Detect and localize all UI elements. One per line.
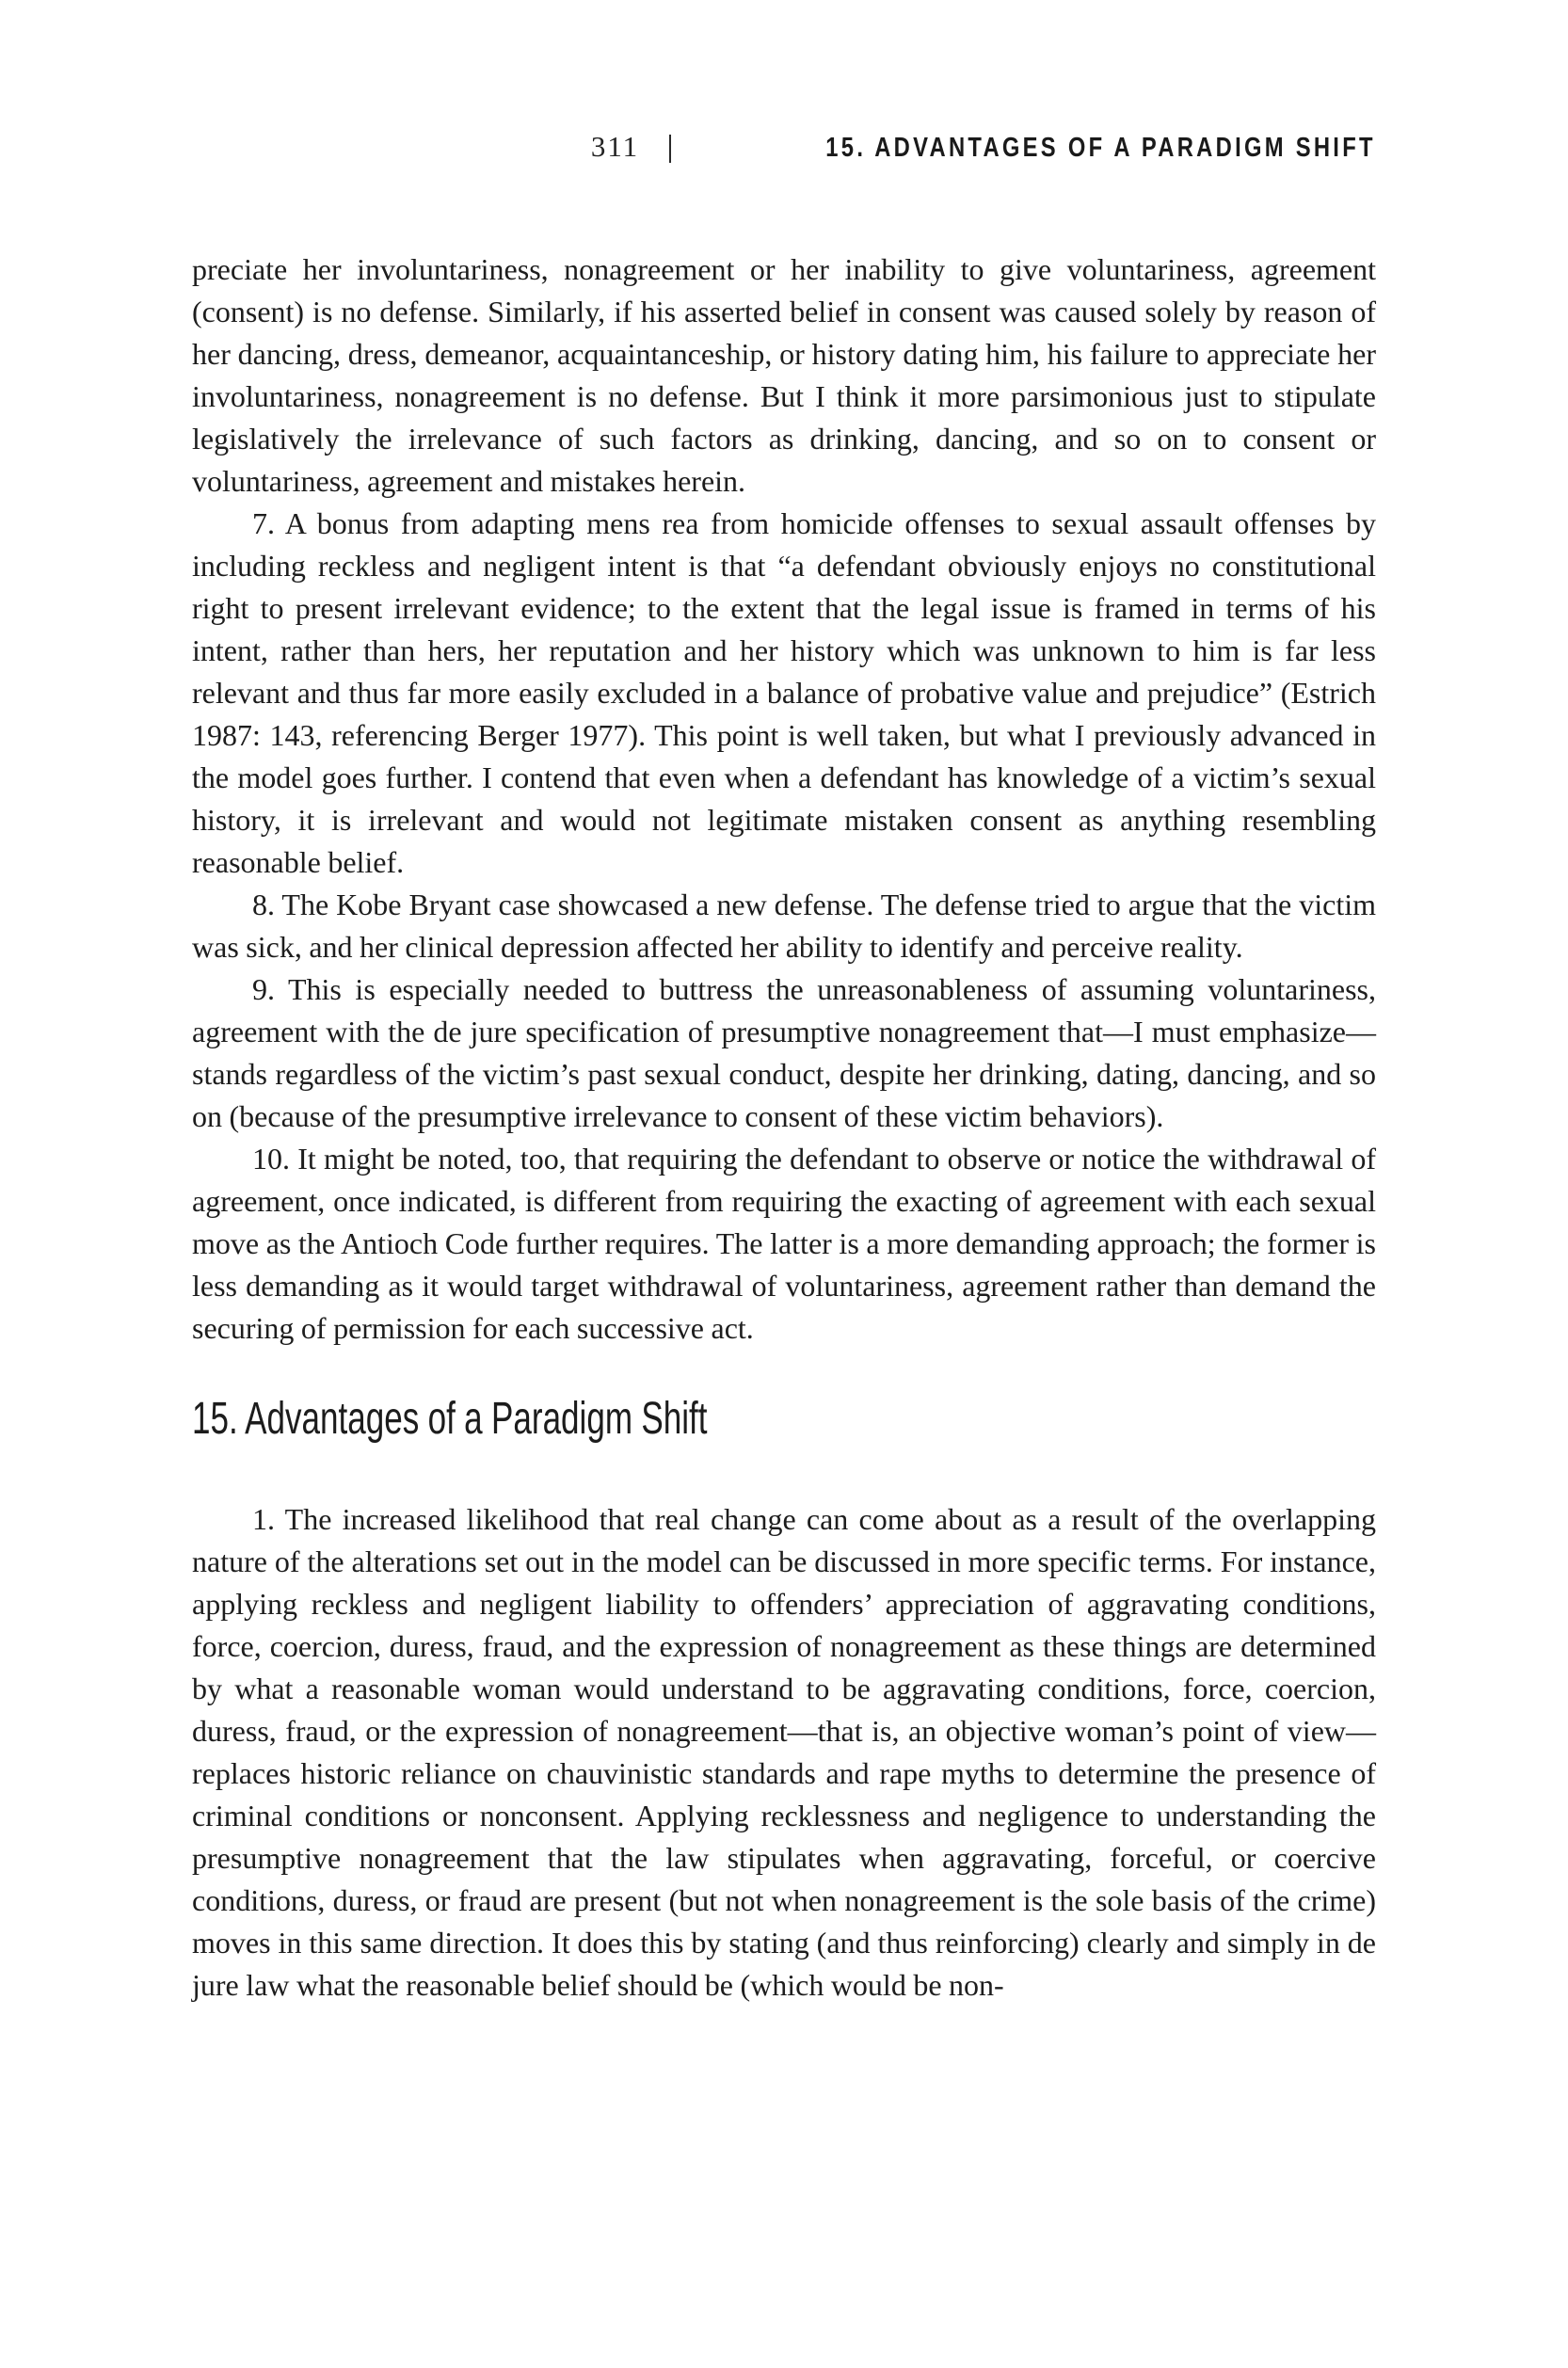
body-paragraph-continuation: preciate her involuntariness, nonagreement or her inability to give voluntariness, agreement (consent) is no defense. Similarly, if his asserted belief in consent was caused solely by reason of her dancing, dress, demeanor, acquaintanceship, or history dating him, his failure to appreciate her involuntariness, nonagreement is no defense. But I think it more parsimonious just to stipulate legislatively the irrelevance of such factors as drinking, dancing, and so on to consent or voluntariness, agreement and mistakes herein. — [192, 252, 1376, 498]
header-divider-bar — [669, 135, 671, 163]
body-paragraph-note-8: 8. The Kobe Bryant case showcased a new defense. The defense tried to argue that the victim was sick, and her clinical depression affected her ability to identify and perceive reality. — [192, 888, 1376, 964]
section-heading-text: 15. Advantages of a Paradigm Shift — [192, 1394, 708, 1444]
running-head — [192, 130, 1376, 164]
body-paragraph-note-9: 9. This is especially needed to buttress the unreasonableness of assuming voluntariness, agreement with the de jure specification of presumptive nonagreement that—I must emphasize—stands regardless of the victim’s past sexual conduct, despite her drinking, dating, dancing, and so on (because of the presumptive irrelevance to consent of these victim behaviors). — [192, 972, 1376, 1133]
section-heading — [192, 1393, 1376, 1446]
section-paragraph-1: 1. The increased likelihood that real change can come about as a result of the overlapping nature of the alterations set out in the model can be discussed in more specific terms. For instance, applying reckless and negligent liability to offenders’ appreciation of aggravating conditions, force, coercion, duress, fraud, and the expression of nonagreement as these things are determined by what a reasonable woman would understand to be aggravating conditions, force, coercion, duress, fraud, or the expression of nonagreement—that is, an objective woman’s point of view—replaces historic reliance on chauvinistic standards and rape myths to determine the presence of criminal conditions or nonconsent. Applying recklessness and negligence to understanding the presumptive nonagreement that the law stipulates when aggravating, forceful, or coercive conditions, duress, or fraud are present (but not when nonagreement is the sole basis of the crime) moves in this same direction. It does this by stating (and thus reinforcing) clearly and simply in de jure law what the reasonable belief should be (which would be non- — [192, 1502, 1376, 2002]
page-number: 311 — [590, 130, 640, 163]
running-title: 15. ADVANTAGES OF A PARADIGM SHIFT — [825, 133, 1376, 163]
body-paragraph-note-10: 10. It might be noted, too, that requiring the defendant to observe or notice the withdrawal of agreement, once indicated, is different from requiring the exacting of agreement with each sexual move as the Antioch Code further requires. The latter is a more demanding approach; the former is less demanding as it would target withdrawal of voluntariness, agreement rather than demand the securing of permission for each successive act. — [192, 1142, 1376, 1345]
body-paragraph-note-7: 7. A bonus from adapting mens rea from homicide offenses to sexual assault offenses by including reckless and negligent intent is that “a defendant obviously enjoys no constitutional right to present irrelevant evidence; to the extent that the legal issue is framed in terms of his intent, rather than hers, her reputation and her history which was unknown to him is far less relevant and thus far more easily excluded in a balance of probative value and prejudice” (Estrich 1987: 143, referencing Berger 1977). This point is well taken, but what I previously advanced in the model goes further. I contend that even when a defendant has knowledge of a victim’s sexual history, it is irrelevant and would not legitimate mistaken consent as anything resembling reasonable belief. — [192, 506, 1376, 879]
body-text-block — [192, 248, 1376, 2007]
